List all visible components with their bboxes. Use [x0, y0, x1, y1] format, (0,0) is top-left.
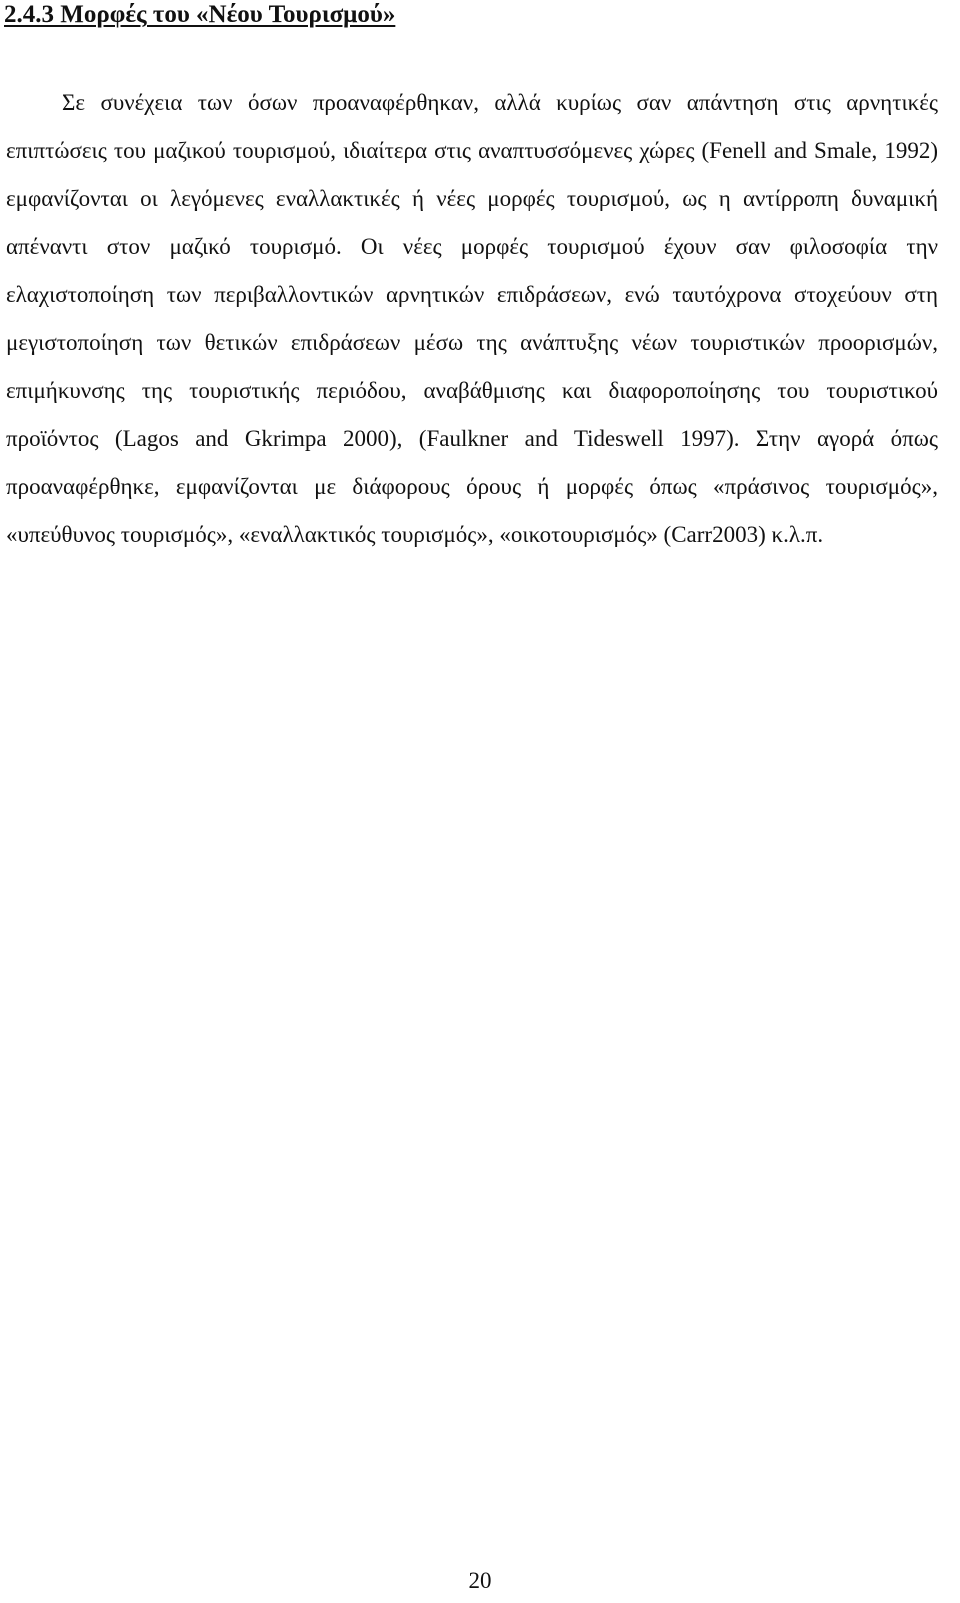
section-heading: 2.4.3 Μορφές του «Νέου Τουρισμού»: [4, 1, 396, 28]
page-number: 20: [468, 1568, 492, 1593]
body-paragraph: Σε συνέχεια των όσων προαναφέρθηκαν, αλλά κυρίως σαν απάντηση στις αρνητικές επιπτώσεις του μαζικού τουρισμού, ιδιαίτερα στις αναπτυσσόμενες χώρες (Fenell and Smale, 1992) εμφανίζονται οι λεγόμενες εναλλακτικές ή νέες μορφές τουρισμού, ως η αντίρροπη δυναμική απέναντι στον μαζικό τουρισμό. Οι νέες μορφές τουρισμού έχουν σαν φιλοσοφία την ελαχιστοποίηση των περιβαλλοντικών αρνητικών επιδράσεων, ενώ ταυτόχρονα στοχεύουν στη μεγιστοποίηση των θετικών επιδράσεων μέσω της ανάπτυξης νέων τουριστικών προορισμών, επιμήκυνσης της τουριστικής περιόδου, αναβάθμισης και διαφοροποίησης του τουριστικού προϊόντος (Lagos and Gkrimpa 2000), (Faulkner and Tideswell 1997). Στην αγορά όπως προαναφέρθηκε, εμφανίζονται με διάφορους όρους ή μορφές όπως «πράσινος τουρισμός», «υπεύθυνος τουρισμός», «εναλλακτικός τουρισμός», «οικοτουρισμός» (Carr2003) κ.λ.π.: [6, 90, 938, 547]
